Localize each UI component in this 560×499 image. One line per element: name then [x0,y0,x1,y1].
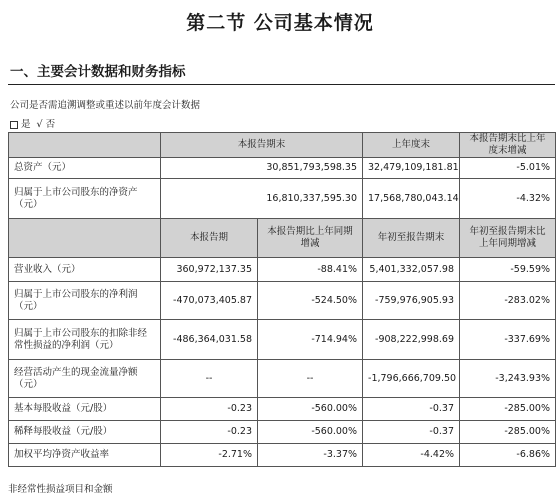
cell-value: -560.00% [258,421,363,444]
table-row [9,444,556,467]
table-row [9,398,556,421]
header-prior-year-end: 上年度末 [363,133,460,158]
restatement-options [10,116,58,130]
cell-value: -5.01% [460,158,556,179]
cell-value: -285.00% [460,421,556,444]
table-header-row [9,219,556,258]
cell-value: -759,976,905.93 [363,282,460,320]
row-label: 经营活动产生的现金流量净额（元） [9,360,161,398]
cell-value: -283.02% [460,282,556,320]
cell-value: 32,479,109,181.81 [363,158,460,179]
table-row [9,320,556,360]
option-yes-label: 是 [21,119,31,130]
cell-value: -- [258,360,363,398]
cell-value: -- [161,360,258,398]
header-blank [9,219,161,258]
page-title: 第二节 公司基本情况 [186,12,374,34]
cell-value: 30,851,793,598.35 [161,158,363,179]
cell-value: -1,796,666,709.50 [363,360,460,398]
row-label: 归属于上市公司股东的扣除非经常性损益的净利润（元） [9,320,161,360]
financial-data-table [8,132,556,467]
row-label: 稀释每股收益（元/股） [9,421,161,444]
row-label: 基本每股收益（元/股） [9,398,161,421]
cell-value: 16,810,337,595.30 [161,179,363,219]
table-row [9,360,556,398]
cell-value: -3,243.93% [460,360,556,398]
cell-value: -486,364,031.58 [161,320,258,360]
cell-value: -0.37 [363,421,460,444]
header-period-change: 本报告期比上年同期增减 [258,219,363,258]
cell-value: -908,222,998.69 [363,320,460,360]
table-header-row [9,133,556,158]
row-label: 营业收入（元） [9,258,161,282]
cell-value: -2.71% [161,444,258,467]
cell-value: -3.37% [258,444,363,467]
header-change: 本报告期末比上年度末增减 [460,133,556,158]
table-row [9,421,556,444]
cell-value: -524.50% [258,282,363,320]
cell-value: -714.94% [258,320,363,360]
cell-value: -285.00% [460,398,556,421]
cell-value: 5,401,332,057.98 [363,258,460,282]
section-title: 一、主要会计数据和财务指标 [10,64,186,80]
cell-value: -0.23 [161,421,258,444]
cell-value: -0.37 [363,398,460,421]
header-ytd-change: 年初至报告期末比上年同期增减 [460,219,556,258]
header-blank [9,133,161,158]
footer-note: 非经常性损益项目和金额 [8,484,113,495]
row-label: 归属于上市公司股东的净利润（元） [9,282,161,320]
cell-value: -88.41% [258,258,363,282]
table-row [9,282,556,320]
cell-value: -4.32% [460,179,556,219]
cell-value: -0.23 [161,398,258,421]
restatement-note: 公司是否需追溯调整或重述以前年度会计数据 [10,100,201,111]
section-divider [8,84,555,85]
row-label: 加权平均净资产收益率 [9,444,161,467]
cell-value: -4.42% [363,444,460,467]
cell-value: 17,568,780,043.14 [363,179,460,219]
table-row [9,158,556,179]
table-row [9,179,556,219]
cell-value: -470,073,405.87 [161,282,258,320]
row-label: 归属于上市公司股东的净资产（元） [9,179,161,219]
cell-value: -59.59% [460,258,556,282]
cell-value: -560.00% [258,398,363,421]
header-period-end: 本报告期末 [161,133,363,158]
header-period: 本报告期 [161,219,258,258]
checkmark-icon: √ [36,119,43,130]
table-row [9,258,556,282]
option-no-label: 否 [45,119,56,130]
header-ytd: 年初至报告期末 [363,219,460,258]
checkbox-icon [10,121,18,129]
cell-value: -6.86% [460,444,556,467]
cell-value: -337.69% [460,320,556,360]
row-label: 总资产（元） [9,158,161,179]
cell-value: 360,972,137.35 [161,258,258,282]
